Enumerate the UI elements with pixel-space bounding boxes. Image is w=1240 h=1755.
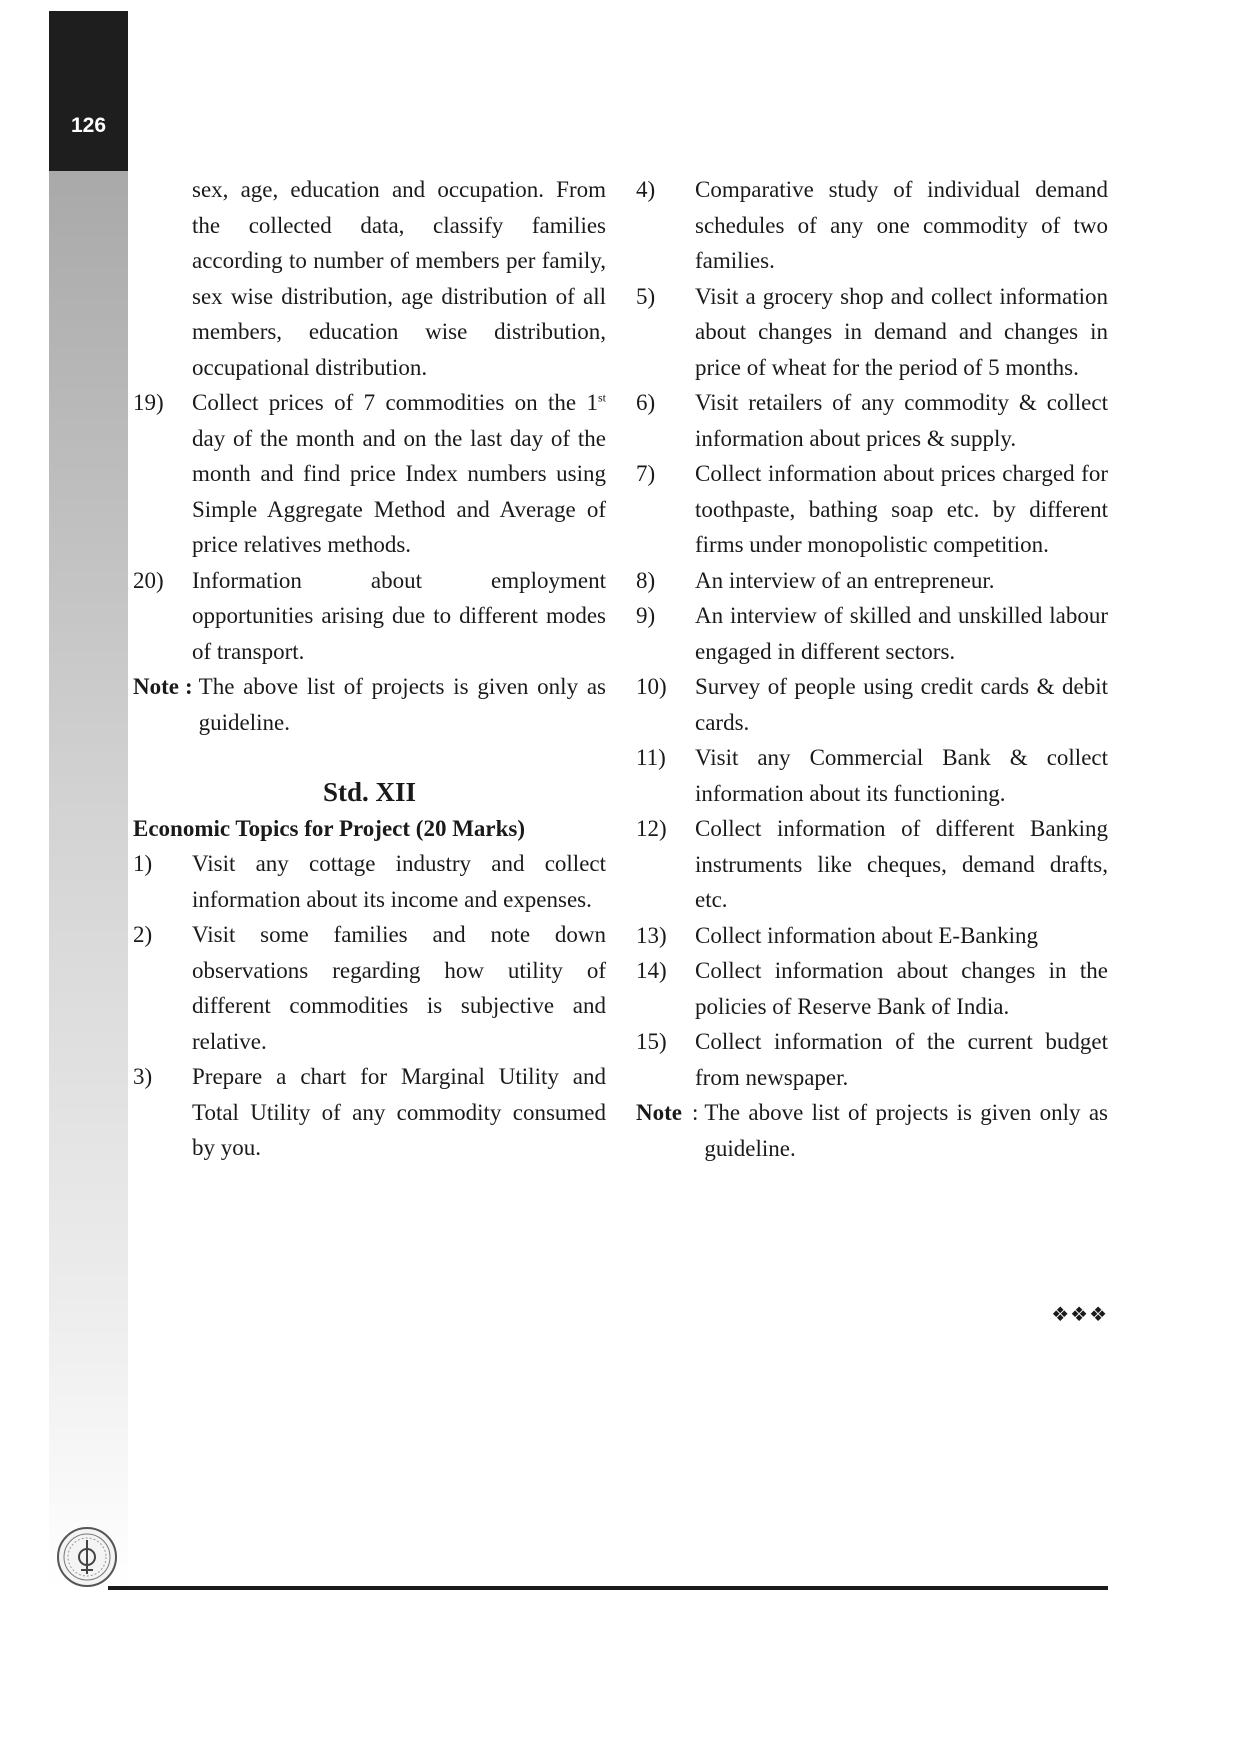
list-item — [636, 1024, 1108, 1095]
sidebar-gradient-bar — [49, 171, 128, 1591]
end-ornament: ❖❖❖ — [1051, 1302, 1108, 1326]
section-subheading: Economic Topics for Project (20 Marks) — [133, 815, 526, 841]
list-item — [133, 385, 606, 563]
section-heading: Std. XII — [322, 777, 417, 807]
note-text: The above list of projects is given only as guideline. — [704, 1100, 1108, 1161]
list-item — [636, 279, 1108, 386]
list-item — [636, 669, 1108, 740]
item-number: 13) — [636, 922, 667, 948]
item-text: Visit any Commercial Bank & collect information about its functioning. — [695, 745, 1108, 806]
list-item — [636, 563, 1108, 599]
note-label: Note — [636, 1100, 682, 1125]
item-text: Collect prices of 7 commodities on the 1st day of the month and on the last day of the month and find price Index numbers using Simple Aggregate Method and Average of price relatives methods. — [192, 390, 606, 557]
item-text: Collect information of different Banking instruments like cheques, demand drafts, etc. — [695, 816, 1108, 912]
list-item — [636, 598, 1108, 669]
item-text: Collect information about E-Banking — [695, 922, 1039, 948]
list-item — [133, 846, 606, 917]
list-item — [636, 385, 1108, 456]
item-text: Visit any cottage industry and collect information about its income and expenses. — [192, 851, 606, 912]
page-tab-dark — [49, 11, 128, 171]
item-number: 1) — [133, 851, 153, 876]
item-text: Collect information about changes in the policies of Reserve Bank of India. — [695, 958, 1108, 1019]
footer-rule — [108, 1586, 1108, 1590]
item-text: Visit retailers of any commodity & collect information about prices & supply. — [695, 390, 1108, 451]
item-number: 6) — [636, 390, 656, 415]
item-text: Prepare a chart for Marginal Utility and Total Utility of any commodity consumed by you. — [192, 1064, 606, 1160]
note-text: The above list of projects is given only as guideline. — [198, 674, 606, 735]
item-number: 12) — [636, 816, 667, 841]
item-text: Collect information of the current budget from newspaper. — [695, 1029, 1108, 1090]
item-number: 7) — [636, 461, 656, 486]
left-column — [133, 172, 606, 1166]
emblem-seal-icon — [56, 1526, 118, 1588]
list-item — [636, 953, 1108, 1024]
page-number: 126 — [70, 114, 107, 137]
item-number: 15) — [636, 1029, 667, 1054]
right-column — [636, 172, 1108, 1166]
item-number: 19) — [133, 390, 164, 415]
list-item — [636, 740, 1108, 811]
note-label: Note — [133, 674, 179, 699]
item-number: 14) — [636, 958, 667, 983]
item-number: 4) — [636, 177, 656, 202]
item-number: 10) — [636, 674, 667, 699]
list-item — [636, 811, 1108, 918]
item-text: Comparative study of individual demand schedules of any one commodity of two families. — [695, 177, 1108, 273]
item-text: Survey of people using credit cards & debit cards. — [695, 674, 1108, 735]
continued-paragraph: sex, age, education and occupation. From the collected data, classify families according to number of members per family, sex wise distribution, age distribution of all members, education wise distribution, occupational distribution. — [192, 177, 606, 380]
note — [636, 1095, 1108, 1166]
note — [133, 669, 606, 740]
list-item — [133, 563, 606, 670]
item-number: 20) — [133, 567, 164, 593]
item-text: Visit a grocery shop and collect information about changes in demand and changes in price of wheat for the period of 5 months. — [695, 283, 1108, 380]
item-text: An interview of an entrepreneur. — [695, 567, 995, 593]
superscript: st — [597, 390, 606, 405]
list-item — [636, 918, 1108, 954]
list-item — [133, 1059, 606, 1166]
item-text: Information about employment opportunities arising due to different modes of transport. — [192, 567, 606, 664]
item-number: 5) — [636, 283, 656, 309]
item-number: 2) — [133, 922, 153, 947]
list-item — [636, 456, 1108, 563]
item-number: 8) — [636, 567, 656, 593]
item-number: 11) — [636, 745, 666, 770]
list-item — [133, 917, 606, 1059]
item-text: An interview of skilled and unskilled labour engaged in different sectors. — [695, 603, 1108, 664]
item-text: Visit some families and note down observations regarding how utility of different commodities is subjective and relative. — [192, 922, 606, 1054]
note-colon: : — [691, 1100, 699, 1125]
item-number: 9) — [636, 603, 656, 628]
item-text: Collect information about prices charged for toothpaste, bathing soap etc. by different firms under monopolistic competition. — [695, 461, 1108, 557]
item-number: 3) — [133, 1064, 153, 1089]
list-item — [636, 172, 1108, 279]
note-colon: : — [184, 674, 193, 699]
